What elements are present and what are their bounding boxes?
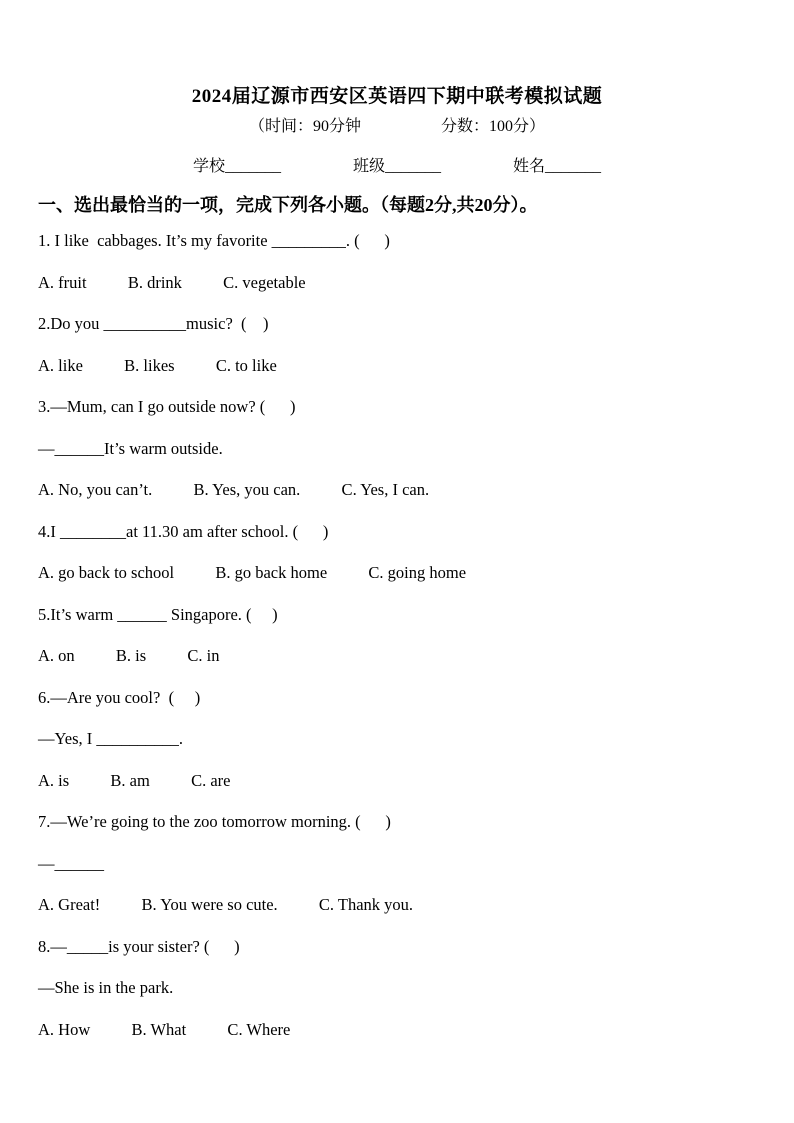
- section-heading: 一、选出最恰当的一项，完成下列各小题。（每题2分,共20分）。: [38, 195, 538, 215]
- name-field: 姓名_______: [513, 158, 602, 175]
- q5-stem: 5.It’s warm ______ Singapore. ( ): [38, 604, 278, 624]
- q4-options: A. go back to school B. go back home C. going home: [38, 563, 467, 582]
- exam-meta-line: （时间：90分钟 分数：100分）: [248, 118, 545, 135]
- q3-stem: 3.—Mum, can I go outside now? ( ): [38, 397, 296, 416]
- q8-reply: —She is in the park.: [38, 978, 174, 997]
- q1-stem: 1. I like cabbages. It’s my favorite _________. ( ): [38, 231, 390, 250]
- q8-options: A. How B. What C. Where: [38, 1019, 291, 1039]
- q6-reply: —Yes, I __________.: [38, 729, 184, 748]
- student-info-row: [38, 156, 756, 178]
- q4-stem: 4.I ________at 11.30 am after school. ( ): [38, 521, 329, 541]
- q6-options: A. is B. am C. are: [38, 770, 231, 790]
- q2-stem: 2.Do you __________music? ( ): [38, 314, 269, 333]
- q5-options: A. on B. is C. in: [38, 646, 220, 665]
- q3-options: A. No, you can’t. B. Yes, you can. C. Yes, I can.: [38, 480, 430, 499]
- class-field: 班级_______: [352, 158, 441, 175]
- school-field: 学校_______: [192, 158, 281, 175]
- q1-options: A. fruit B. drink C. vegetable: [38, 272, 306, 292]
- q8-stem: 8.—_____is your sister? ( ): [38, 936, 240, 956]
- q7-reply: —______: [38, 853, 104, 873]
- q7-options: A. Great! B. You were so cute. C. Thank you.: [38, 895, 414, 914]
- q7-stem: 7.—We’re going to the zoo tomorrow morning. ( ): [38, 812, 391, 831]
- q3-reply: —______It’s warm outside.: [38, 438, 223, 458]
- q6-stem: 6.—Are you cool? ( ): [38, 687, 201, 707]
- page-title: 2024届辽源市西安区英语四下期中联考模拟试题: [191, 86, 603, 107]
- q2-options: A. like B. likes C. to like: [38, 355, 277, 375]
